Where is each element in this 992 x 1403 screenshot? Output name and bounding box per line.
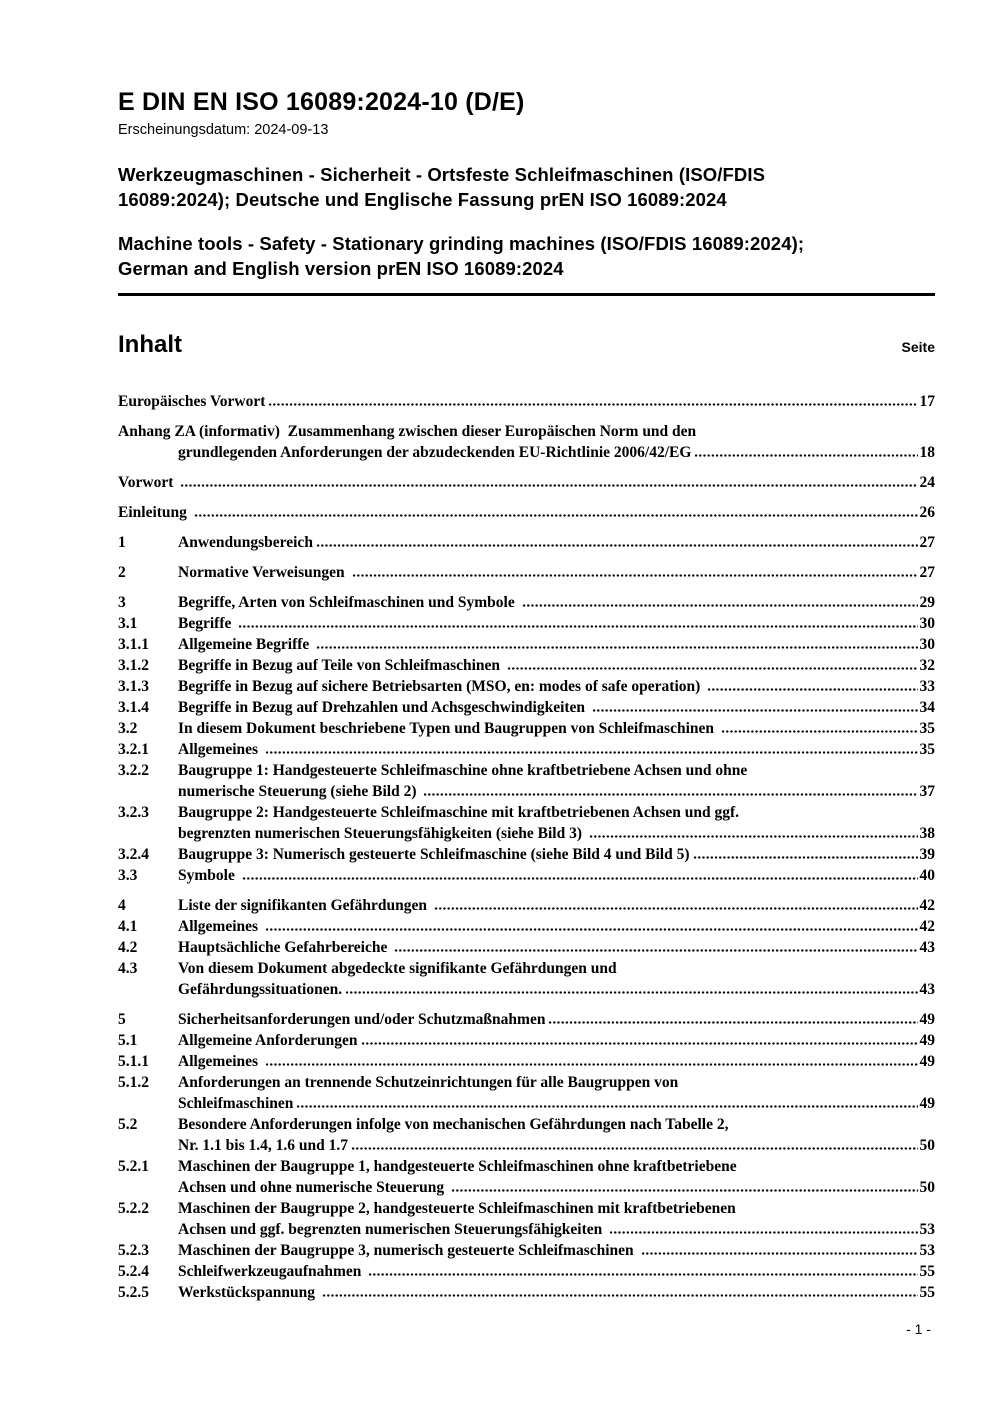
toc-entry-text: Maschinen der Baugruppe 3, numerisch gesteuerte Schleifmaschinen — [178, 1242, 638, 1259]
document-title: E DIN EN ISO 16089:2024-10 (D/E) — [118, 88, 525, 116]
toc-leader-dots — [242, 877, 918, 880]
toc-page-number: 43 — [919, 939, 935, 956]
toc-entry-line — [118, 1135, 935, 1156]
toc-entry — [118, 937, 935, 958]
toc-entry-text: Vorwort — [118, 474, 178, 491]
english-title — [118, 231, 935, 281]
toc-entry-line — [118, 1072, 935, 1093]
publication-date: Erscheinungsdatum: 2024-09-13 — [118, 122, 329, 138]
toc-entry-text: Von diesem Dokument abgedeckte signifikante Gefährdungen und — [178, 960, 617, 977]
toc-entry-text: grundlegenden Anforderungen der abzudeckenden EU-Richtlinie 2006/42/EG — [178, 444, 692, 461]
toc-entry — [118, 895, 935, 916]
toc-entry — [118, 718, 935, 739]
toc-entry-text: Achsen und ohne numerische Steuerung — [178, 1179, 448, 1196]
toc-page-number: 49 — [919, 1053, 935, 1070]
toc-entry-line — [118, 472, 935, 493]
toc-entry-number: 5.2.5 — [118, 1284, 149, 1301]
toc-page-number: 37 — [919, 783, 935, 800]
toc-entry-number: 3.2.1 — [118, 741, 149, 758]
toc-entry — [118, 613, 935, 634]
toc-page-number: 49 — [919, 1011, 935, 1028]
toc-entry-number: 5 — [118, 1011, 126, 1028]
toc-entry-text: Begriffe in Bezug auf Teile von Schleifmaschinen — [178, 657, 504, 674]
toc-entry-number: 5.2 — [118, 1116, 138, 1133]
toc-entry — [118, 1114, 935, 1156]
toc-entry — [118, 760, 935, 802]
toc-entry-text: Werkstückspannung — [178, 1284, 319, 1301]
toc-page-number: 18 — [919, 444, 935, 461]
toc-leader-dots — [180, 484, 917, 487]
toc-entry-number: 5.1.2 — [118, 1074, 149, 1091]
toc-entry-line — [118, 442, 935, 463]
toc-entry — [118, 1030, 935, 1051]
toc-entry-text: Anforderungen an trennende Schutzeinrichtungen für alle Baugruppen von — [178, 1074, 679, 1091]
toc-page-number: 38 — [919, 825, 935, 842]
toc-entry-line — [118, 421, 935, 442]
toc-page-number: 30 — [919, 615, 935, 632]
toc-entry-text: Sicherheitsanforderungen und/oder Schutzmaßnahmen — [178, 1011, 546, 1028]
toc-entry-line — [118, 895, 935, 916]
header-divider — [118, 293, 935, 296]
toc-heading: Inhalt — [118, 331, 182, 358]
toc-entry-text: Allgemeine Begriffe — [178, 636, 314, 653]
toc-page-number: 49 — [919, 1095, 935, 1112]
toc-entry-line — [118, 781, 935, 802]
toc-leader-dots — [265, 1063, 918, 1066]
toc-entry-line — [118, 1030, 935, 1051]
toc-page-number: 29 — [919, 594, 935, 611]
toc-page-number: 42 — [919, 897, 935, 914]
document-page — [118, 0, 935, 1303]
toc-entry-number: 2 — [118, 564, 126, 581]
toc-entry-text: Schleifmaschinen — [178, 1095, 294, 1112]
toc-entry-text: Baugruppe 3: Numerisch gesteuerte Schleifmaschine (siehe Bild 4 und Bild 5) — [178, 846, 690, 863]
toc-leader-dots — [265, 928, 918, 931]
toc-header-row — [118, 331, 935, 359]
toc-leader-dots — [322, 1294, 918, 1297]
toc-entry-text: Begriffe, Arten von Schleifmaschinen und Symbole — [178, 594, 519, 611]
toc-entry-line — [118, 655, 935, 676]
toc-entry-text: Begriffe — [178, 615, 236, 632]
german-title-line-1: Werkzeugmaschinen - Sicherheit - Ortsfeste Schleifmaschinen (ISO/FDIS — [118, 164, 766, 185]
toc-entry-line — [118, 1156, 935, 1177]
toc-leader-dots — [589, 835, 918, 838]
toc-entry-number: 3.2.4 — [118, 846, 149, 863]
toc-page-number: 53 — [919, 1221, 935, 1238]
toc-page-column-label: Seite — [901, 339, 935, 355]
toc-entry — [118, 655, 935, 676]
toc-leader-dots — [345, 991, 917, 994]
toc-leader-dots — [316, 544, 918, 547]
toc-entry-line — [118, 823, 935, 844]
toc-entry — [118, 697, 935, 718]
toc-entry-text: Hauptsächliche Gefahrbereiche — [178, 939, 392, 956]
toc-leader-dots — [609, 1231, 917, 1234]
toc-leader-dots — [641, 1252, 918, 1255]
toc-page-number: 32 — [919, 657, 935, 674]
toc-entry — [118, 1240, 935, 1261]
toc-leader-dots — [394, 949, 917, 952]
toc-page-number: 33 — [919, 678, 935, 695]
toc-entry-line — [118, 613, 935, 634]
toc-entry — [118, 1198, 935, 1240]
toc-entry-line — [118, 865, 935, 886]
toc-entry-line — [118, 916, 935, 937]
toc-entry-line — [118, 739, 935, 760]
toc-list — [118, 391, 935, 1303]
toc-leader-dots — [522, 604, 918, 607]
toc-entry-line — [118, 937, 935, 958]
toc-leader-dots — [316, 646, 917, 649]
toc-page-number: 17 — [919, 393, 935, 410]
toc-leader-dots — [694, 454, 917, 457]
toc-entry-number: 5.2.4 — [118, 1263, 149, 1280]
toc-leader-dots — [592, 709, 918, 712]
toc-leader-dots — [707, 688, 917, 691]
toc-entry-line — [118, 1051, 935, 1072]
toc-entry — [118, 1009, 935, 1030]
toc-entry-line — [118, 1219, 935, 1240]
toc-entry-line — [118, 676, 935, 697]
toc-entry-text: Baugruppe 2: Handgesteuerte Schleifmaschine mit kraftbetriebenen Achsen und ggf. — [178, 804, 740, 821]
toc-entry-number: 4.2 — [118, 939, 138, 956]
toc-entry-number: 3.2 — [118, 720, 138, 737]
toc-entry-text: begrenzten numerischen Steuerungsfähigkeiten (siehe Bild 3) — [178, 825, 586, 842]
toc-leader-dots — [361, 1042, 918, 1045]
toc-entry-line — [118, 1261, 935, 1282]
toc-leader-dots — [423, 793, 917, 796]
toc-entry — [118, 1261, 935, 1282]
toc-entry-text: Schleifwerkzeugaufnahmen — [178, 1263, 366, 1280]
toc-entry-line — [118, 1177, 935, 1198]
toc-page-number: 27 — [919, 564, 935, 581]
toc-entry — [118, 562, 935, 583]
toc-entry-line — [118, 802, 935, 823]
toc-entry-text: numerische Steuerung (siehe Bild 2) — [178, 783, 421, 800]
toc-entry-text: Allgemeines — [178, 1053, 262, 1070]
toc-entry-number: 5.2.3 — [118, 1242, 149, 1259]
toc-entry-line — [118, 1282, 935, 1303]
toc-entry — [118, 844, 935, 865]
toc-entry — [118, 802, 935, 844]
toc-page-number: 30 — [919, 636, 935, 653]
toc-entry-number: 3.1.2 — [118, 657, 149, 674]
toc-leader-dots — [194, 514, 918, 517]
toc-entry-text: Maschinen der Baugruppe 2, handgesteuerte Schleifmaschinen mit kraftbetriebenen — [178, 1200, 736, 1217]
toc-page-number: 35 — [919, 741, 935, 758]
toc-entry-number: 3.1 — [118, 615, 138, 632]
toc-entry — [118, 634, 935, 655]
toc-entry-number: 5.2.2 — [118, 1200, 149, 1217]
toc-entry-text: Normative Verweisungen — [178, 564, 349, 581]
toc-entry-number: 3.1.4 — [118, 699, 149, 716]
toc-leader-dots — [296, 1105, 917, 1108]
toc-page-number: 43 — [919, 981, 935, 998]
toc-entry-text: Anhang ZA (informativ) Zusammenhang zwischen dieser Europäischen Norm und den — [118, 423, 697, 440]
toc-leader-dots — [238, 625, 917, 628]
german-title — [118, 162, 935, 212]
toc-entry-line — [118, 1093, 935, 1114]
toc-entry-line — [118, 592, 935, 613]
toc-entry-line — [118, 844, 935, 865]
toc-leader-dots — [507, 667, 918, 670]
toc-entry-number: 3.3 — [118, 867, 138, 884]
toc-page-number: 55 — [919, 1263, 935, 1280]
toc-entry-number: 4 — [118, 897, 126, 914]
toc-page-number: 53 — [919, 1242, 935, 1259]
toc-page-number: 27 — [919, 534, 935, 551]
toc-page-number: 49 — [919, 1032, 935, 1049]
toc-entry-text: Gefährdungssituationen. — [178, 981, 343, 998]
toc-entry-line — [118, 532, 935, 553]
toc-page-number: 40 — [919, 867, 935, 884]
toc-entry-text: Begriffe in Bezug auf sichere Betriebsarten (MSO, en: modes of safe operation) — [178, 678, 705, 695]
toc-entry-line — [118, 562, 935, 583]
toc-entry — [118, 958, 935, 1000]
toc-entry-text: Symbole — [178, 867, 239, 884]
toc-entry-number: 3 — [118, 594, 126, 611]
toc-entry — [118, 739, 935, 760]
toc-entry-text: Nr. 1.1 bis 1.4, 1.6 und 1.7 — [178, 1137, 348, 1154]
toc-entry-number: 4.3 — [118, 960, 138, 977]
toc-entry-line — [118, 634, 935, 655]
toc-entry-number: 4.1 — [118, 918, 138, 935]
toc-entry-line — [118, 1240, 935, 1261]
toc-entry-line — [118, 391, 935, 412]
toc-leader-dots — [434, 907, 918, 910]
toc-leader-dots — [368, 1273, 917, 1276]
toc-entry-number: 5.1 — [118, 1032, 138, 1049]
toc-entry — [118, 592, 935, 613]
toc-entry — [118, 1072, 935, 1114]
toc-entry-number: 3.1.1 — [118, 636, 149, 653]
toc-entry — [118, 532, 935, 553]
toc-entry-text: Allgemeine Anforderungen — [178, 1032, 358, 1049]
toc-entry-text: Baugruppe 1: Handgesteuerte Schleifmaschine ohne kraftbetriebene Achsen und ohne — [178, 762, 748, 779]
toc-entry — [118, 391, 935, 412]
toc-page-number: 24 — [919, 474, 935, 491]
toc-page-number: 34 — [919, 699, 935, 716]
toc-entry-number: 5.2.1 — [118, 1158, 149, 1175]
toc-entry — [118, 1051, 935, 1072]
toc-entry-line — [118, 958, 935, 979]
footer-page-number: - 1 - — [906, 1321, 931, 1337]
toc-page-number: 39 — [919, 846, 935, 863]
toc-leader-dots — [352, 574, 918, 577]
toc-leader-dots — [351, 1147, 918, 1150]
toc-page-number: 55 — [919, 1284, 935, 1301]
toc-entry-text: Allgemeines — [178, 741, 262, 758]
toc-entry — [118, 916, 935, 937]
english-title-line-1: Machine tools - Safety - Stationary grinding machines (ISO/FDIS 16089:2024); — [118, 233, 805, 254]
toc-page-number: 26 — [919, 504, 935, 521]
toc-entry-text: In diesem Dokument beschriebene Typen und Baugruppen von Schleifmaschinen — [178, 720, 718, 737]
toc-entry-line — [118, 697, 935, 718]
toc-entry-number: 5.1.1 — [118, 1053, 149, 1070]
toc-page-number: 50 — [919, 1137, 935, 1154]
toc-entry — [118, 676, 935, 697]
toc-entry-line — [118, 502, 935, 523]
toc-entry-line — [118, 1198, 935, 1219]
toc-leader-dots — [548, 1021, 917, 1024]
toc-leader-dots — [721, 730, 918, 733]
toc-leader-dots — [265, 751, 918, 754]
toc-entry-text: Begriffe in Bezug auf Drehzahlen und Achsgeschwindigkeiten — [178, 699, 589, 716]
toc-entry-line — [118, 1009, 935, 1030]
toc-entry-line — [118, 1114, 935, 1135]
toc-entry — [118, 472, 935, 493]
toc-entry-number: 1 — [118, 534, 126, 551]
toc-entry-line — [118, 979, 935, 1000]
toc-entry — [118, 1282, 935, 1303]
toc-entry-line — [118, 718, 935, 739]
toc-entry — [118, 502, 935, 523]
toc-entry-text: Allgemeines — [178, 918, 262, 935]
toc-leader-dots — [693, 856, 918, 859]
toc-entry-text: Einleitung — [118, 504, 191, 521]
toc-entry-number: 3.1.3 — [118, 678, 149, 695]
toc-entry-text: Maschinen der Baugruppe 1, handgesteuerte Schleifmaschinen ohne kraftbetriebene — [178, 1158, 737, 1175]
toc-leader-dots — [268, 403, 917, 406]
english-title-line-2: German and English version prEN ISO 16089:2024 — [118, 258, 564, 279]
toc-page-number: 50 — [919, 1179, 935, 1196]
toc-entry-text: Anwendungsbereich — [178, 534, 313, 551]
toc-entry-text: Besondere Anforderungen infolge von mechanischen Gefährdungen nach Tabelle 2, — [178, 1116, 729, 1133]
german-title-line-2: 16089:2024); Deutsche und Englische Fassung prEN ISO 16089:2024 — [118, 189, 727, 210]
toc-leader-dots — [451, 1189, 918, 1192]
toc-entry-number: 3.2.3 — [118, 804, 149, 821]
toc-page-number: 35 — [919, 720, 935, 737]
toc-entry-line — [118, 760, 935, 781]
toc-page-number: 42 — [919, 918, 935, 935]
toc-entry-text: Liste der signifikanten Gefährdungen — [178, 897, 431, 914]
toc-entry-text: Europäisches Vorwort — [118, 393, 266, 410]
toc-entry-text: Achsen und ggf. begrenzten numerischen Steuerungsfähigkeiten — [178, 1221, 607, 1238]
toc-entry-number: 3.2.2 — [118, 762, 149, 779]
toc-entry — [118, 1156, 935, 1198]
toc-entry — [118, 421, 935, 463]
toc-entry — [118, 865, 935, 886]
